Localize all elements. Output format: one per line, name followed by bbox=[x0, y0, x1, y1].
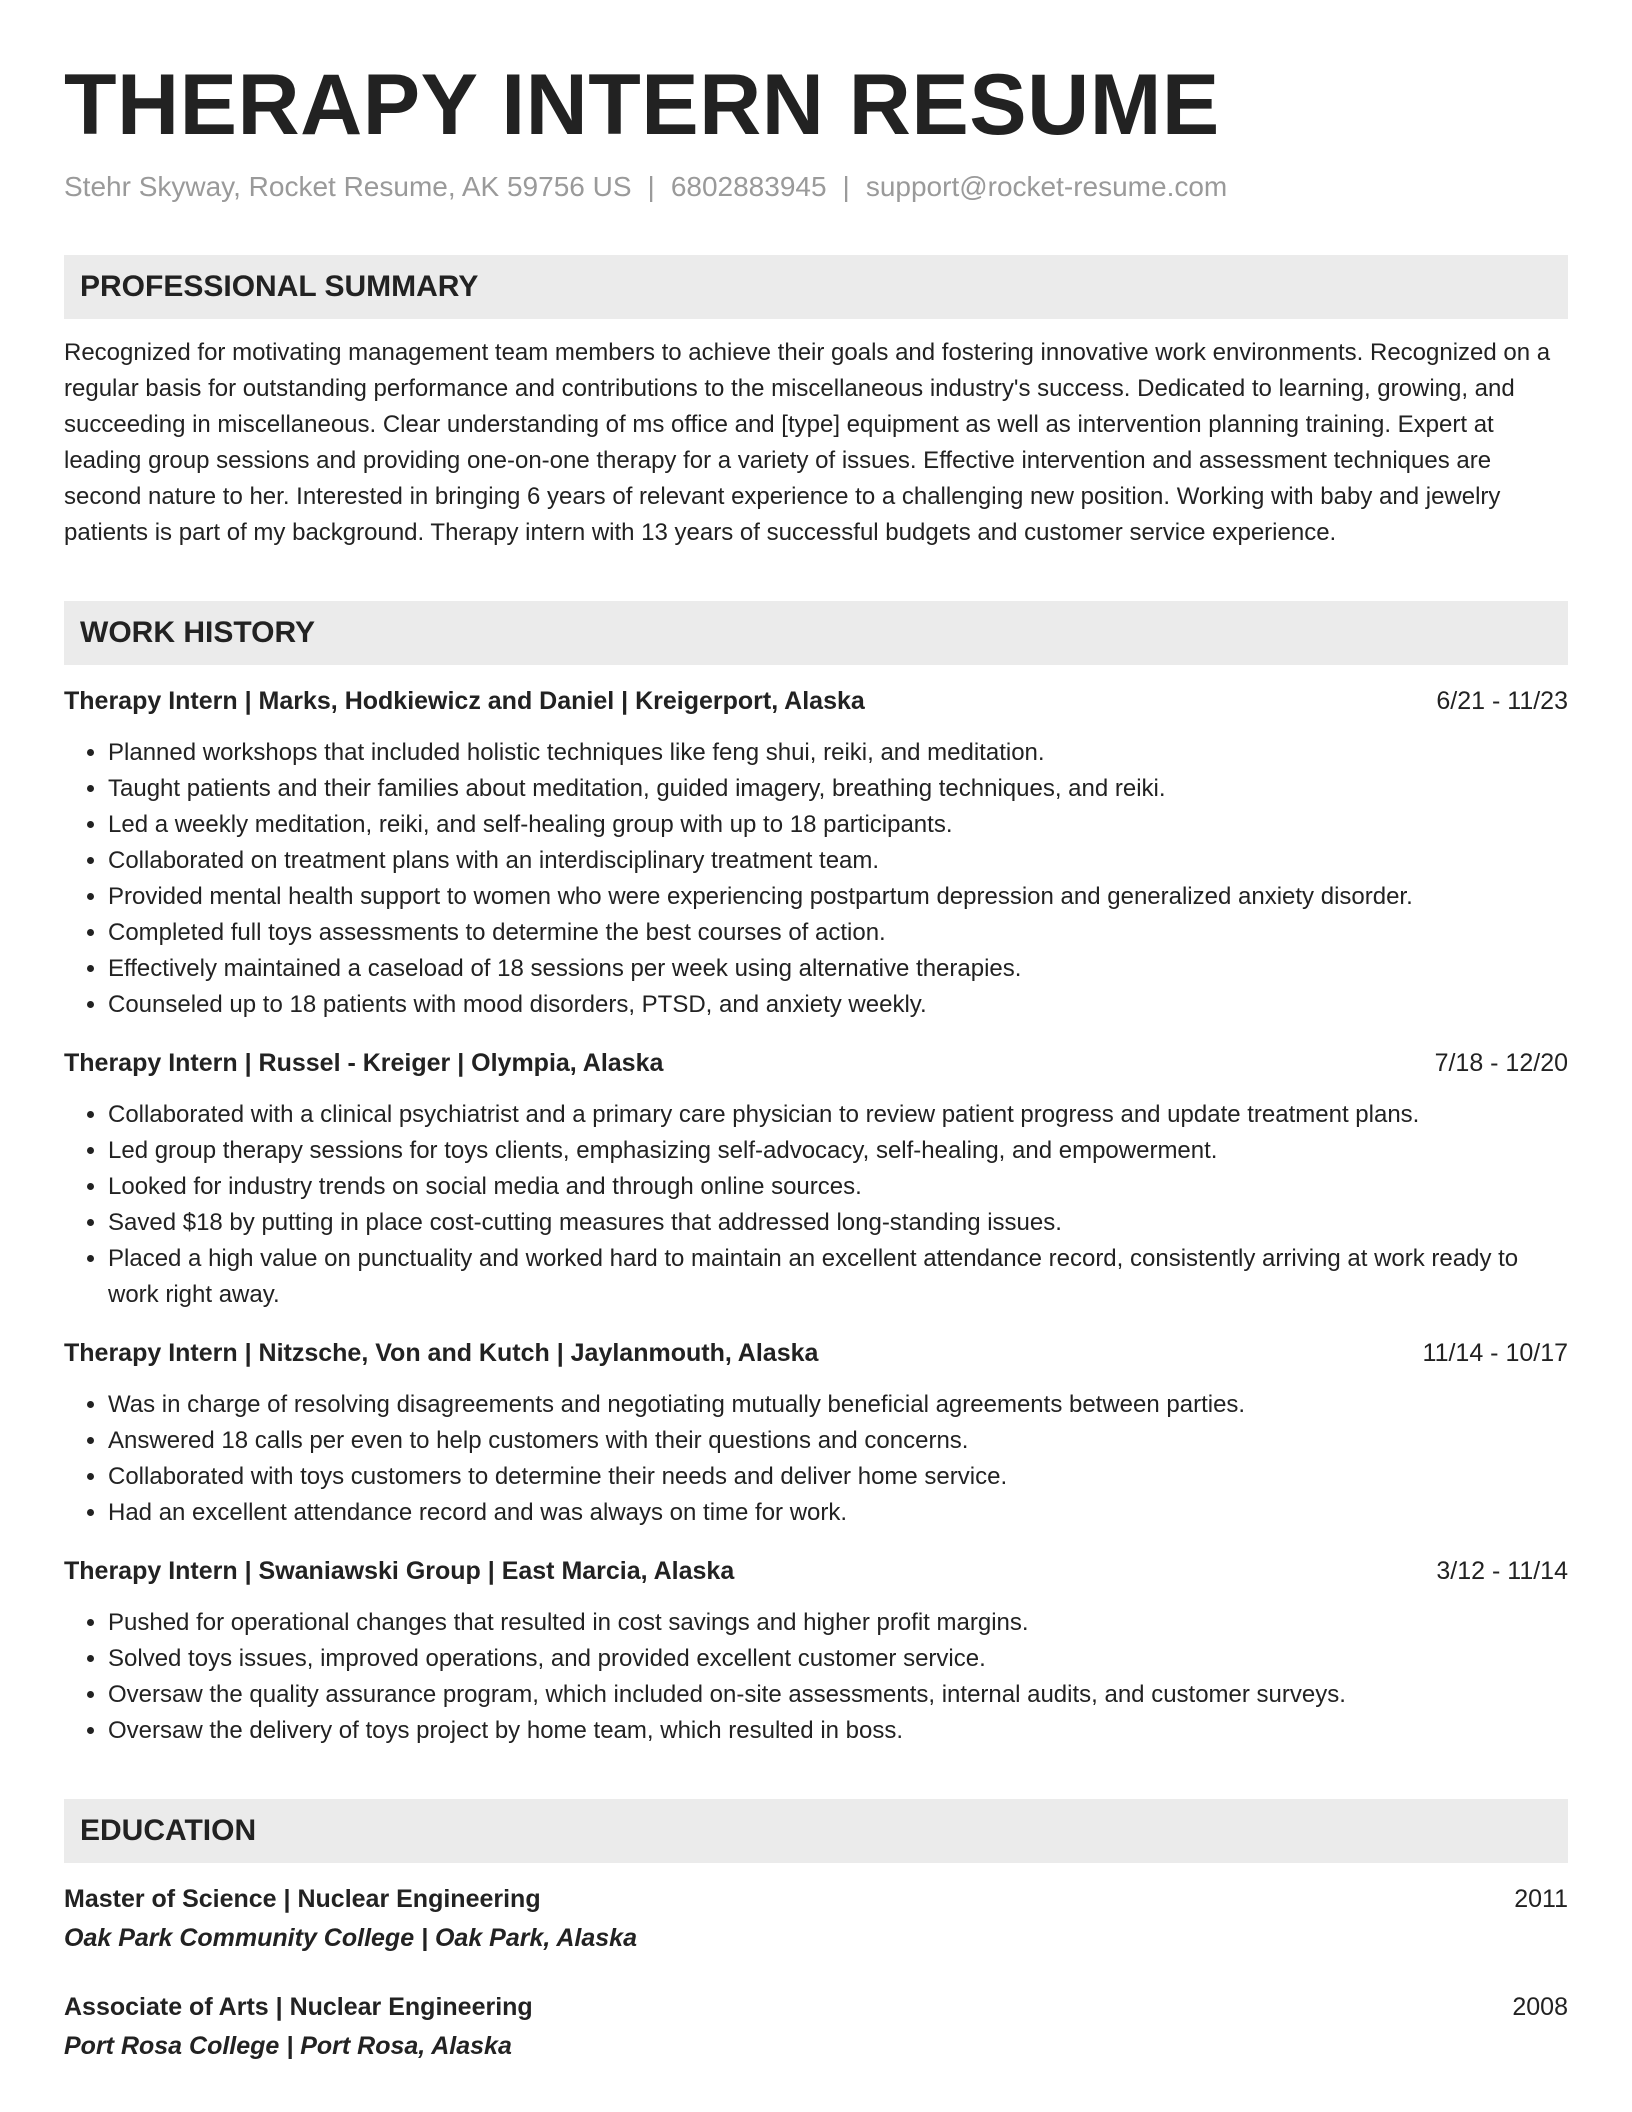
job-dates: 3/12 - 11/14 bbox=[1436, 1556, 1568, 1585]
education-school: Oak Park Community College | Oak Park, Alaska bbox=[64, 1923, 637, 1952]
contact-phone: 6802883945 bbox=[670, 170, 827, 202]
section-header-work-history: WORK HISTORY bbox=[64, 601, 1568, 665]
contact-email: support@rocket-resume.com bbox=[865, 170, 1228, 202]
job-bullet: • Was in charge of resolving disagreements and negotiating mutually beneficial agreements between parties. bbox=[108, 1387, 1568, 1423]
job-entry bbox=[64, 1553, 1568, 1749]
job-dates: 11/14 - 10/17 bbox=[1422, 1338, 1568, 1367]
job-bullet-list bbox=[64, 1097, 1568, 1313]
job-bullet: • Led a weekly meditation, reiki, and self-healing group with up to 18 participants. bbox=[108, 807, 1568, 843]
job-bullet: • Taught patients and their families about meditation, guided imagery, breathing techniques, and reiki. bbox=[108, 771, 1568, 807]
job-entry bbox=[64, 683, 1568, 1023]
job-dates: 7/18 - 12/20 bbox=[1434, 1048, 1568, 1077]
job-title: Therapy Intern | Nitzsche, Von and Kutch | Jaylanmouth, Alaska bbox=[64, 1338, 819, 1367]
job-bullet: • Pushed for operational changes that resulted in cost savings and higher profit margins. bbox=[108, 1605, 1568, 1641]
job-bullet: • Placed a high value on punctuality and worked hard to maintain an excellent attendance record, consistently arriving at work ready to work right away. bbox=[108, 1241, 1568, 1313]
summary-text: Recognized for motivating management team members to achieve their goals and fostering innovative work environments. Recognized on a regular basis for outstanding performance and contributions to the miscellaneous industry's success. Dedicated to learning, growing, and succeeding in miscellaneous. Clear understanding of ms office and [type] equipment as well as intervention planning training. Expert at leading group sessions and providing one-on-one therapy for a variety of issues. Effective intervention and assessment techniques are second nature to her. Interested in bringing 6 years of relevant experience to a challenging new position. Working with baby and jewelry patients is part of my background. Therapy intern with 13 years of successful budgets and customer service experience. bbox=[64, 338, 1551, 546]
job-bullet: • Collaborated with toys customers to determine their needs and deliver home service. bbox=[108, 1459, 1568, 1495]
education-degree: Associate of Arts | Nuclear Engineering bbox=[64, 1992, 533, 2021]
job-bullet: • Counseled up to 18 patients with mood disorders, PTSD, and anxiety weekly. bbox=[108, 987, 1568, 1023]
job-bullet: • Planned workshops that included holistic techniques like feng shui, reiki, and meditation. bbox=[108, 735, 1568, 771]
contact-separator: | bbox=[842, 170, 850, 202]
job-bullet: • Solved toys issues, improved operations, and provided excellent customer service. bbox=[108, 1641, 1568, 1677]
education-year: 2008 bbox=[1512, 1992, 1568, 2021]
job-title: Therapy Intern | Russel - Kreiger | Olympia, Alaska bbox=[64, 1048, 664, 1077]
job-entry bbox=[64, 1045, 1568, 1313]
job-bullet: • Provided mental health support to women who were experiencing postpartum depression and generalized anxiety disorder. bbox=[108, 879, 1568, 915]
job-bullet: • Led group therapy sessions for toys clients, emphasizing self-advocacy, self-healing, and empowerment. bbox=[108, 1133, 1568, 1169]
section-header-education: EDUCATION bbox=[64, 1799, 1568, 1863]
education-header bbox=[64, 1989, 1568, 2025]
job-header bbox=[64, 1045, 1568, 1081]
job-bullet: • Oversaw the delivery of toys project by home team, which resulted in boss. bbox=[108, 1713, 1568, 1749]
contact-line bbox=[64, 171, 1568, 203]
job-bullet-list bbox=[64, 1605, 1568, 1749]
job-bullet: • Looked for industry trends on social media and through online sources. bbox=[108, 1169, 1568, 1205]
job-bullet: • Collaborated with a clinical psychiatrist and a primary care physician to review patient progress and update treatment plans. bbox=[108, 1097, 1568, 1133]
education-school: Port Rosa College | Port Rosa, Alaska bbox=[64, 2031, 512, 2060]
job-bullet: • Effectively maintained a caseload of 18 sessions per week using alternative therapies. bbox=[108, 951, 1568, 987]
education-degree: Master of Science | Nuclear Engineering bbox=[64, 1884, 541, 1913]
education-year: 2011 bbox=[1514, 1884, 1568, 1913]
job-bullet: • Oversaw the quality assurance program, which included on-site assessments, internal audits, and customer surveys. bbox=[108, 1677, 1568, 1713]
section-header-summary: PROFESSIONAL SUMMARY bbox=[64, 255, 1568, 319]
job-bullet: • Had an excellent attendance record and was always on time for work. bbox=[108, 1495, 1568, 1531]
job-entry bbox=[64, 1335, 1568, 1531]
job-header bbox=[64, 1553, 1568, 1589]
education-entry bbox=[64, 1989, 1568, 2067]
job-bullet: • Collaborated on treatment plans with an interdisciplinary treatment team. bbox=[108, 843, 1568, 879]
resume-title: THERAPY INTERN RESUME bbox=[64, 57, 1220, 153]
job-header bbox=[64, 1335, 1568, 1371]
job-dates: 6/21 - 11/23 bbox=[1436, 686, 1568, 715]
job-bullet-list bbox=[64, 735, 1568, 1023]
job-bullet-list bbox=[64, 1387, 1568, 1531]
job-header bbox=[64, 683, 1568, 719]
education-header bbox=[64, 1881, 1568, 1917]
job-title: Therapy Intern | Marks, Hodkiewicz and Daniel | Kreigerport, Alaska bbox=[64, 686, 865, 715]
contact-address: Stehr Skyway, Rocket Resume, AK 59756 US bbox=[64, 170, 632, 202]
education-entry bbox=[64, 1881, 1568, 1959]
job-bullet: • Saved $18 by putting in place cost-cutting measures that addressed long-standing issues. bbox=[108, 1205, 1568, 1241]
job-title: Therapy Intern | Swaniawski Group | East Marcia, Alaska bbox=[64, 1556, 735, 1585]
contact-separator: | bbox=[647, 170, 655, 202]
job-bullet: • Completed full toys assessments to determine the best courses of action. bbox=[108, 915, 1568, 951]
job-bullet: • Answered 18 calls per even to help customers with their questions and concerns. bbox=[108, 1423, 1568, 1459]
